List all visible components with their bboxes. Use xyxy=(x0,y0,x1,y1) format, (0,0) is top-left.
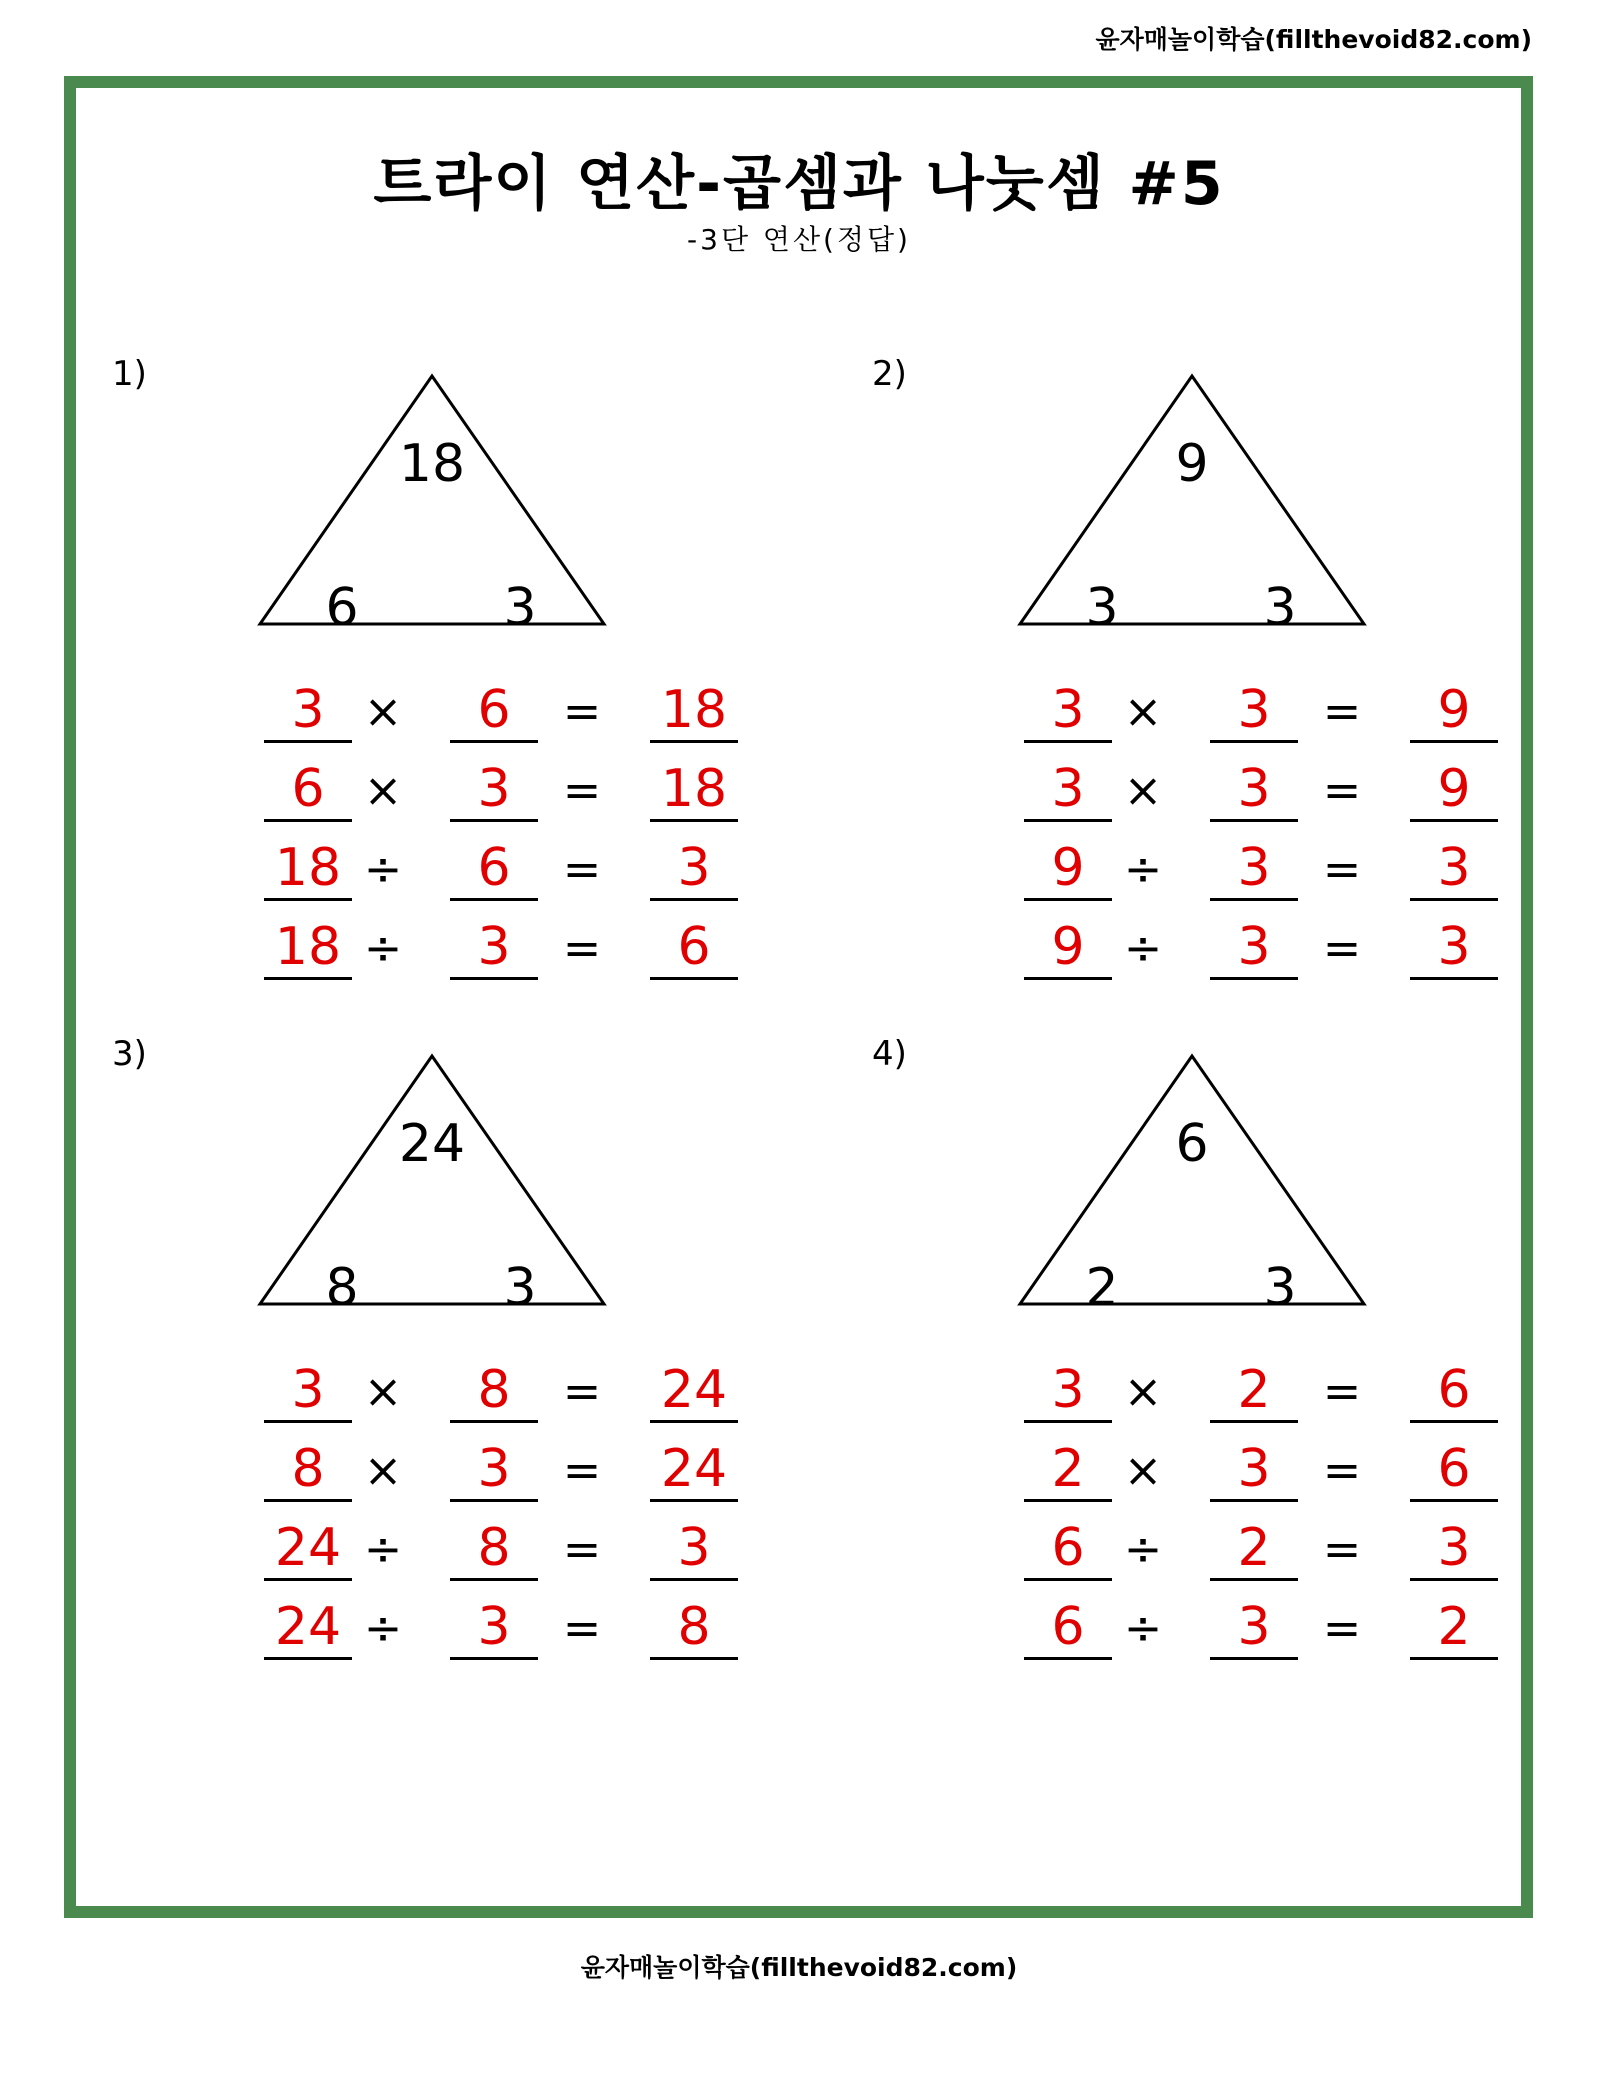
answer-blank: 8 xyxy=(450,1522,538,1581)
answer-blank: 2 xyxy=(1210,1364,1298,1423)
answer-blank: 24 xyxy=(264,1522,352,1581)
operator: ÷ xyxy=(363,1522,403,1576)
equals-sign: = xyxy=(562,1443,602,1497)
answer-blank: 2 xyxy=(1410,1601,1498,1660)
answer-blank: 3 xyxy=(1210,842,1298,901)
equals-sign: = xyxy=(1322,921,1362,975)
equals-sign: = xyxy=(1322,842,1362,896)
answer-blank: 3 xyxy=(650,1522,738,1581)
equals-sign: = xyxy=(1322,684,1362,738)
equals-sign: = xyxy=(562,1364,602,1418)
equals-sign: = xyxy=(562,842,602,896)
triangle-left-number: 8 xyxy=(325,1258,359,1318)
answer-blank: 3 xyxy=(1410,1522,1498,1581)
operator: ÷ xyxy=(1123,1601,1163,1655)
answer-blank: 2 xyxy=(1024,1443,1112,1502)
triangle-top-number: 24 xyxy=(398,1114,466,1174)
answer-blank: 9 xyxy=(1410,763,1498,822)
answer-blank: 18 xyxy=(650,684,738,743)
answer-blank: 3 xyxy=(1024,763,1112,822)
operator: × xyxy=(363,1443,403,1497)
answer-blank: 6 xyxy=(1024,1601,1112,1660)
answer-blank: 6 xyxy=(1024,1522,1112,1581)
triangle-left-number: 6 xyxy=(325,578,359,638)
problem-3 xyxy=(112,1034,872,1694)
problem-2 xyxy=(872,354,1598,1014)
problem-number: 3) xyxy=(112,1034,147,1074)
answer-blank: 8 xyxy=(650,1601,738,1660)
equation-row xyxy=(872,1597,1598,1671)
equals-sign: = xyxy=(1322,1522,1362,1576)
answer-blank: 6 xyxy=(264,763,352,822)
operator: × xyxy=(1123,1443,1163,1497)
equation-row xyxy=(112,680,872,754)
equation-row xyxy=(112,1360,872,1434)
answer-blank: 3 xyxy=(1210,1443,1298,1502)
problem-number: 4) xyxy=(872,1034,907,1074)
answer-blank: 24 xyxy=(650,1443,738,1502)
triangle-left-number: 2 xyxy=(1085,1258,1119,1318)
equals-sign: = xyxy=(1322,1443,1362,1497)
operator: ÷ xyxy=(363,1601,403,1655)
equation-row xyxy=(112,1439,872,1513)
answer-blank: 3 xyxy=(1210,1601,1298,1660)
answer-blank: 3 xyxy=(264,684,352,743)
equals-sign: = xyxy=(1322,763,1362,817)
answer-blank: 8 xyxy=(264,1443,352,1502)
equation-row xyxy=(872,1360,1598,1434)
fact-triangle xyxy=(1012,354,1372,638)
answer-blank: 3 xyxy=(1210,763,1298,822)
operator: ÷ xyxy=(363,842,403,896)
operator: ÷ xyxy=(363,921,403,975)
operator: × xyxy=(1123,1364,1163,1418)
problem-number: 1) xyxy=(112,354,147,394)
operator: × xyxy=(363,763,403,817)
answer-blank: 18 xyxy=(264,921,352,980)
answer-blank: 9 xyxy=(1024,842,1112,901)
triangle-left-number: 3 xyxy=(1085,578,1119,638)
equals-sign: = xyxy=(562,763,602,817)
operator: ÷ xyxy=(1123,1522,1163,1576)
fact-triangle xyxy=(252,354,612,638)
operator: ÷ xyxy=(1123,921,1163,975)
answer-blank: 6 xyxy=(450,684,538,743)
equals-sign: = xyxy=(1322,1601,1362,1655)
answer-blank: 18 xyxy=(264,842,352,901)
equals-sign: = xyxy=(562,1601,602,1655)
equation-row xyxy=(112,838,872,912)
fact-triangle xyxy=(252,1034,612,1318)
answer-blank: 8 xyxy=(450,1364,538,1423)
equals-sign: = xyxy=(562,1522,602,1576)
answer-blank: 6 xyxy=(450,842,538,901)
equation-row xyxy=(872,680,1598,754)
answer-blank: 3 xyxy=(1024,1364,1112,1423)
triangle-top-number: 9 xyxy=(1175,434,1209,494)
operator: × xyxy=(363,684,403,738)
equation-row xyxy=(872,1518,1598,1592)
answer-blank: 3 xyxy=(450,921,538,980)
equation-row xyxy=(112,1597,872,1671)
equation-row xyxy=(112,917,872,991)
answer-blank: 6 xyxy=(650,921,738,980)
problem-number: 2) xyxy=(872,354,907,394)
answer-blank: 24 xyxy=(650,1364,738,1423)
equation-row xyxy=(872,917,1598,991)
answer-blank: 6 xyxy=(1410,1443,1498,1502)
answer-blank: 3 xyxy=(1024,684,1112,743)
triangle-right-number: 3 xyxy=(1263,578,1297,638)
answer-blank: 9 xyxy=(1410,684,1498,743)
operator: × xyxy=(1123,684,1163,738)
problem-4 xyxy=(872,1034,1598,1694)
footer-credit: 윤자매놀이학습(fillthevoid82.com) xyxy=(580,1953,1018,1982)
operator: ÷ xyxy=(1123,842,1163,896)
answer-blank: 3 xyxy=(264,1364,352,1423)
answer-blank: 3 xyxy=(1210,684,1298,743)
fact-triangle xyxy=(1012,1034,1372,1318)
answer-blank: 3 xyxy=(1210,921,1298,980)
answer-blank: 18 xyxy=(650,763,738,822)
triangle-top-number: 18 xyxy=(398,434,466,494)
triangle-top-number: 6 xyxy=(1175,1114,1209,1174)
equation-row xyxy=(112,1518,872,1592)
answer-blank: 24 xyxy=(264,1601,352,1660)
answer-blank: 2 xyxy=(1210,1522,1298,1581)
equation-row xyxy=(872,838,1598,912)
header-credit: 윤자매놀이학습(fillthevoid82.com) xyxy=(1095,25,1532,54)
triangle-right-number: 3 xyxy=(503,578,537,638)
answer-blank: 3 xyxy=(1410,921,1498,980)
answer-blank: 3 xyxy=(450,1443,538,1502)
equation-row xyxy=(112,759,872,833)
operator: × xyxy=(363,1364,403,1418)
answer-blank: 3 xyxy=(450,763,538,822)
equals-sign: = xyxy=(1322,1364,1362,1418)
equals-sign: = xyxy=(562,684,602,738)
answer-blank: 6 xyxy=(1410,1364,1498,1423)
answer-blank: 3 xyxy=(650,842,738,901)
page-subtitle: -3단 연산(정답) xyxy=(687,223,911,256)
equation-row xyxy=(872,1439,1598,1513)
page-title: 트라이 연산-곱셈과 나눗셈 #5 xyxy=(373,149,1225,219)
triangle-right-number: 3 xyxy=(503,1258,537,1318)
answer-blank: 9 xyxy=(1024,921,1112,980)
equation-row xyxy=(872,759,1598,833)
equals-sign: = xyxy=(562,921,602,975)
problem-1 xyxy=(112,354,872,1014)
triangle-right-number: 3 xyxy=(1263,1258,1297,1318)
answer-blank: 3 xyxy=(1410,842,1498,901)
operator: × xyxy=(1123,763,1163,817)
answer-blank: 3 xyxy=(450,1601,538,1660)
